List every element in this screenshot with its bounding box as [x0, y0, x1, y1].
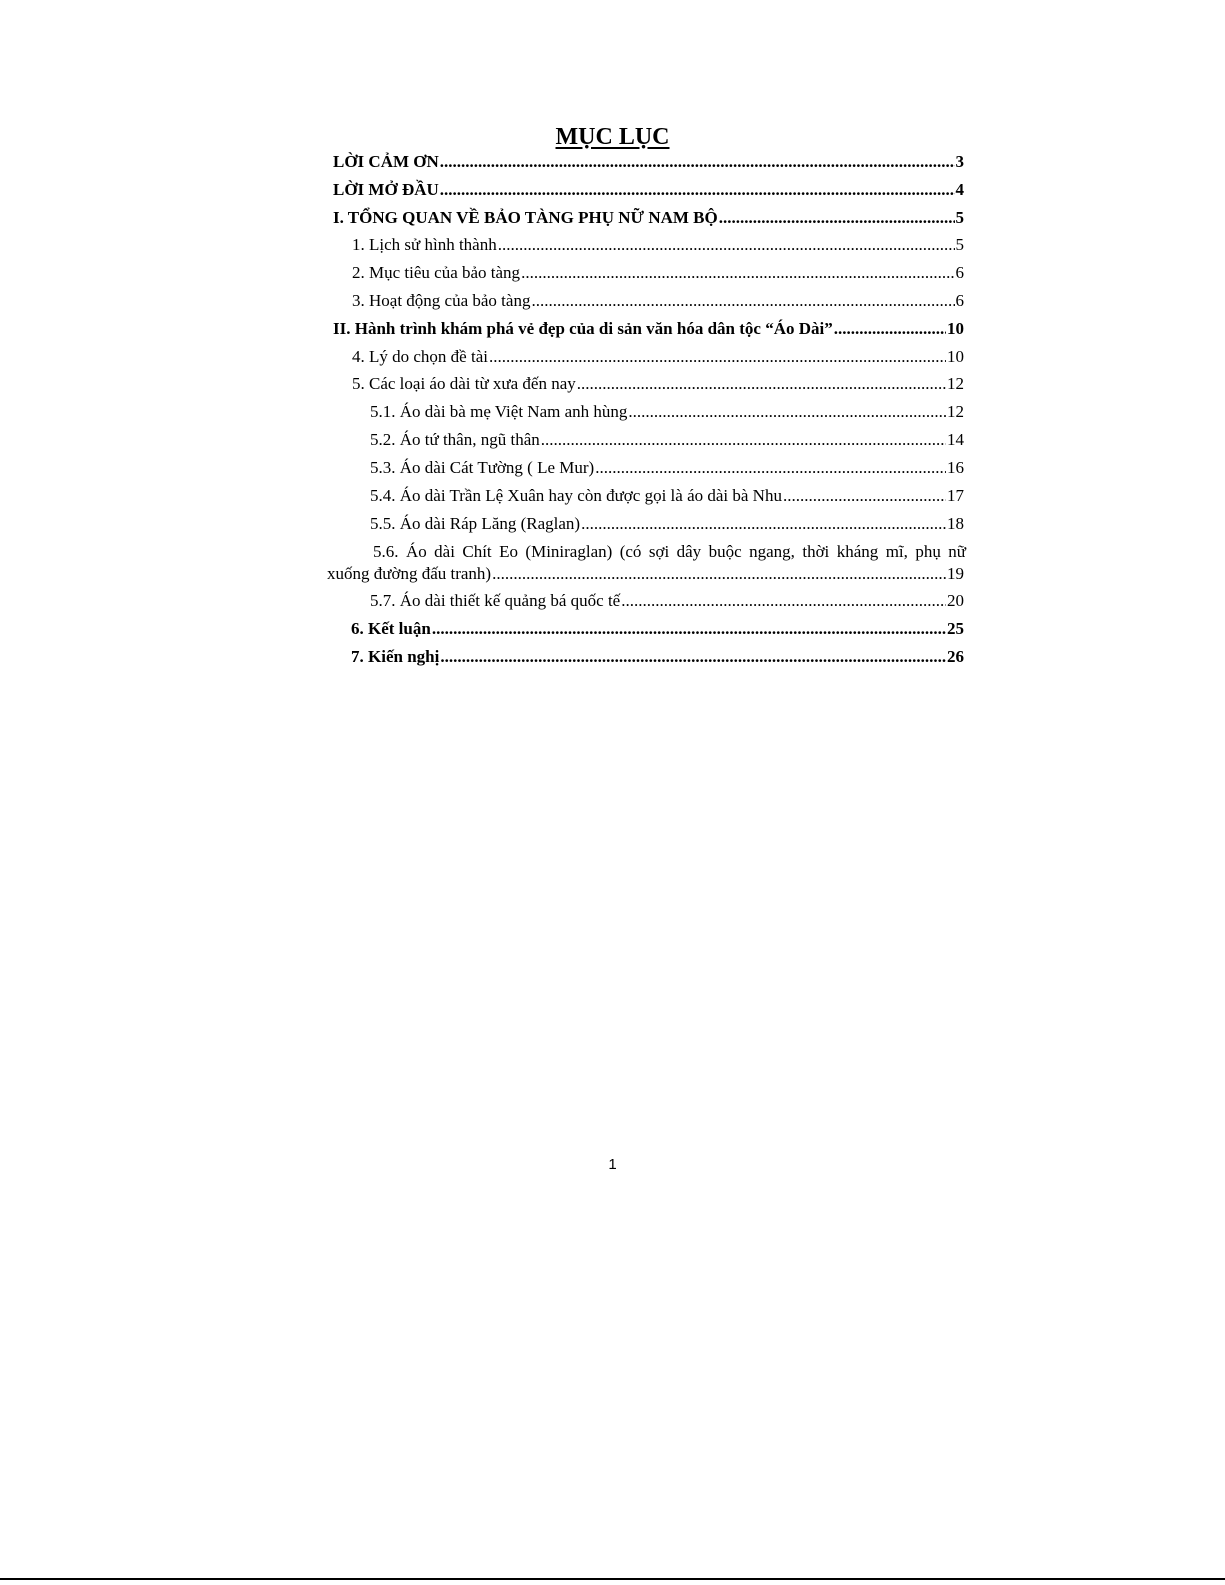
toc-entry-text: 5.1. Áo dài bà mẹ Việt Nam anh hùng [370, 402, 628, 421]
toc-entry-text: 4. Lý do chọn đề tài [352, 347, 488, 366]
dot-leader [577, 373, 946, 395]
page-number: 1 [608, 1156, 617, 1173]
toc-entry-7[interactable] [351, 646, 964, 668]
dot-leader [621, 590, 946, 612]
toc-entry-5-7[interactable] [370, 590, 964, 612]
toc-entry-5-5[interactable] [370, 513, 964, 535]
toc-entry-text: 3. Hoạt động của bảo tàng [352, 291, 531, 310]
toc-entry-page: 20 [947, 591, 964, 610]
dot-leader [440, 179, 955, 201]
dot-leader [492, 563, 946, 585]
dot-leader [595, 457, 946, 479]
dot-leader [440, 646, 946, 668]
toc-entry-page: 14 [947, 430, 964, 449]
toc-entry-page: 16 [947, 458, 964, 477]
dot-leader [531, 290, 954, 312]
toc-entry-page: 12 [947, 402, 964, 421]
toc-entry-text: 6. Kết luận [351, 619, 431, 638]
toc-entry-loi-mo-dau[interactable] [333, 179, 964, 201]
dot-leader [489, 346, 946, 368]
toc-entry-text: I. TỔNG QUAN VỀ BẢO TÀNG PHỤ NỮ NAM BỘ [333, 208, 718, 227]
toc-entry-5-3[interactable] [370, 457, 964, 479]
toc-entry-text: 5.4. Áo dài Trần Lệ Xuân hay còn được gọi là áo dài bà Nhu [370, 486, 782, 505]
toc-entry-page: 25 [947, 619, 964, 638]
toc-entry-page: 19 [947, 564, 964, 583]
toc-entry-text: 5.3. Áo dài Cát Tường ( Le Mur) [370, 458, 595, 477]
dot-leader [498, 234, 955, 256]
toc-entry-5-6-line-1[interactable] [373, 541, 966, 563]
dot-leader [834, 318, 946, 340]
toc-entry-1[interactable] [352, 234, 964, 256]
toc-entry-page: 5 [955, 235, 964, 254]
toc-entry-text: 7. Kiến nghị [351, 647, 440, 666]
toc-entry-page: 5 [955, 208, 964, 227]
toc-entry-2[interactable] [352, 262, 964, 284]
toc-entry-page: 3 [955, 152, 964, 171]
dot-leader [783, 485, 946, 507]
toc-entry-6[interactable] [351, 618, 964, 640]
toc-entry-page: 10 [947, 347, 964, 366]
dot-leader [581, 513, 946, 535]
toc-title: MỤC LỤC [555, 124, 670, 150]
toc-entry-text: II. Hành trình khám phá vẻ đẹp của di sản văn hóa dân tộc “Áo Dài” [333, 319, 833, 338]
toc-entry-page: 26 [947, 647, 964, 666]
dot-leader [628, 401, 946, 423]
toc-entry-text: 2. Mục tiêu của bảo tàng [352, 263, 521, 282]
toc-entry-text: 5.2. Áo tứ thân, ngũ thân [370, 430, 540, 449]
toc-entry-page: 4 [955, 180, 964, 199]
dot-leader [719, 207, 955, 229]
toc-entry-5[interactable] [352, 373, 964, 395]
toc-entry-text: 1. Lịch sử hình thành [352, 235, 497, 254]
toc-entry-page: 6 [955, 291, 964, 310]
toc-entry-3[interactable] [352, 290, 964, 312]
toc-entry-text: 5.5. Áo dài Ráp Lăng (Raglan) [370, 514, 581, 533]
toc-entry-4[interactable] [352, 346, 964, 368]
toc-entry-page: 6 [955, 263, 964, 282]
toc-entry-section-2[interactable] [333, 318, 964, 340]
toc-entry-text: xuống đường đấu tranh) [327, 564, 492, 583]
page-bottom-edge [0, 1578, 1225, 1580]
dot-leader [521, 262, 954, 284]
dot-leader [432, 618, 946, 640]
toc-entry-page: 10 [947, 319, 964, 338]
toc-entry-loi-cam-on[interactable] [333, 151, 964, 173]
toc-entry-5-4[interactable] [370, 485, 964, 507]
toc-entry-text: LỜI CẢM ƠN [333, 152, 439, 171]
dot-leader [440, 151, 955, 173]
toc-entry-text: 5.6. Áo dài Chít Eo (Miniraglan) (có sợi dây buộc ngang, thời kháng mĩ, phụ nữ [373, 542, 966, 561]
toc-entry-5-2[interactable] [370, 429, 964, 451]
toc-entry-page: 18 [947, 514, 964, 533]
toc-entry-text: LỜI MỞ ĐẦU [333, 180, 439, 199]
toc-entry-5-1[interactable] [370, 401, 964, 423]
toc-entry-page: 12 [947, 374, 964, 393]
toc-entry-page: 17 [947, 486, 964, 505]
toc-entry-text: 5.7. Áo dài thiết kế quảng bá quốc tế [370, 591, 621, 610]
toc-entry-text: 5. Các loại áo dài từ xưa đến nay [352, 374, 576, 393]
toc-entry-section-1[interactable] [333, 207, 964, 229]
toc-entry-5-6-line-2[interactable] [327, 563, 964, 585]
dot-leader [541, 429, 946, 451]
